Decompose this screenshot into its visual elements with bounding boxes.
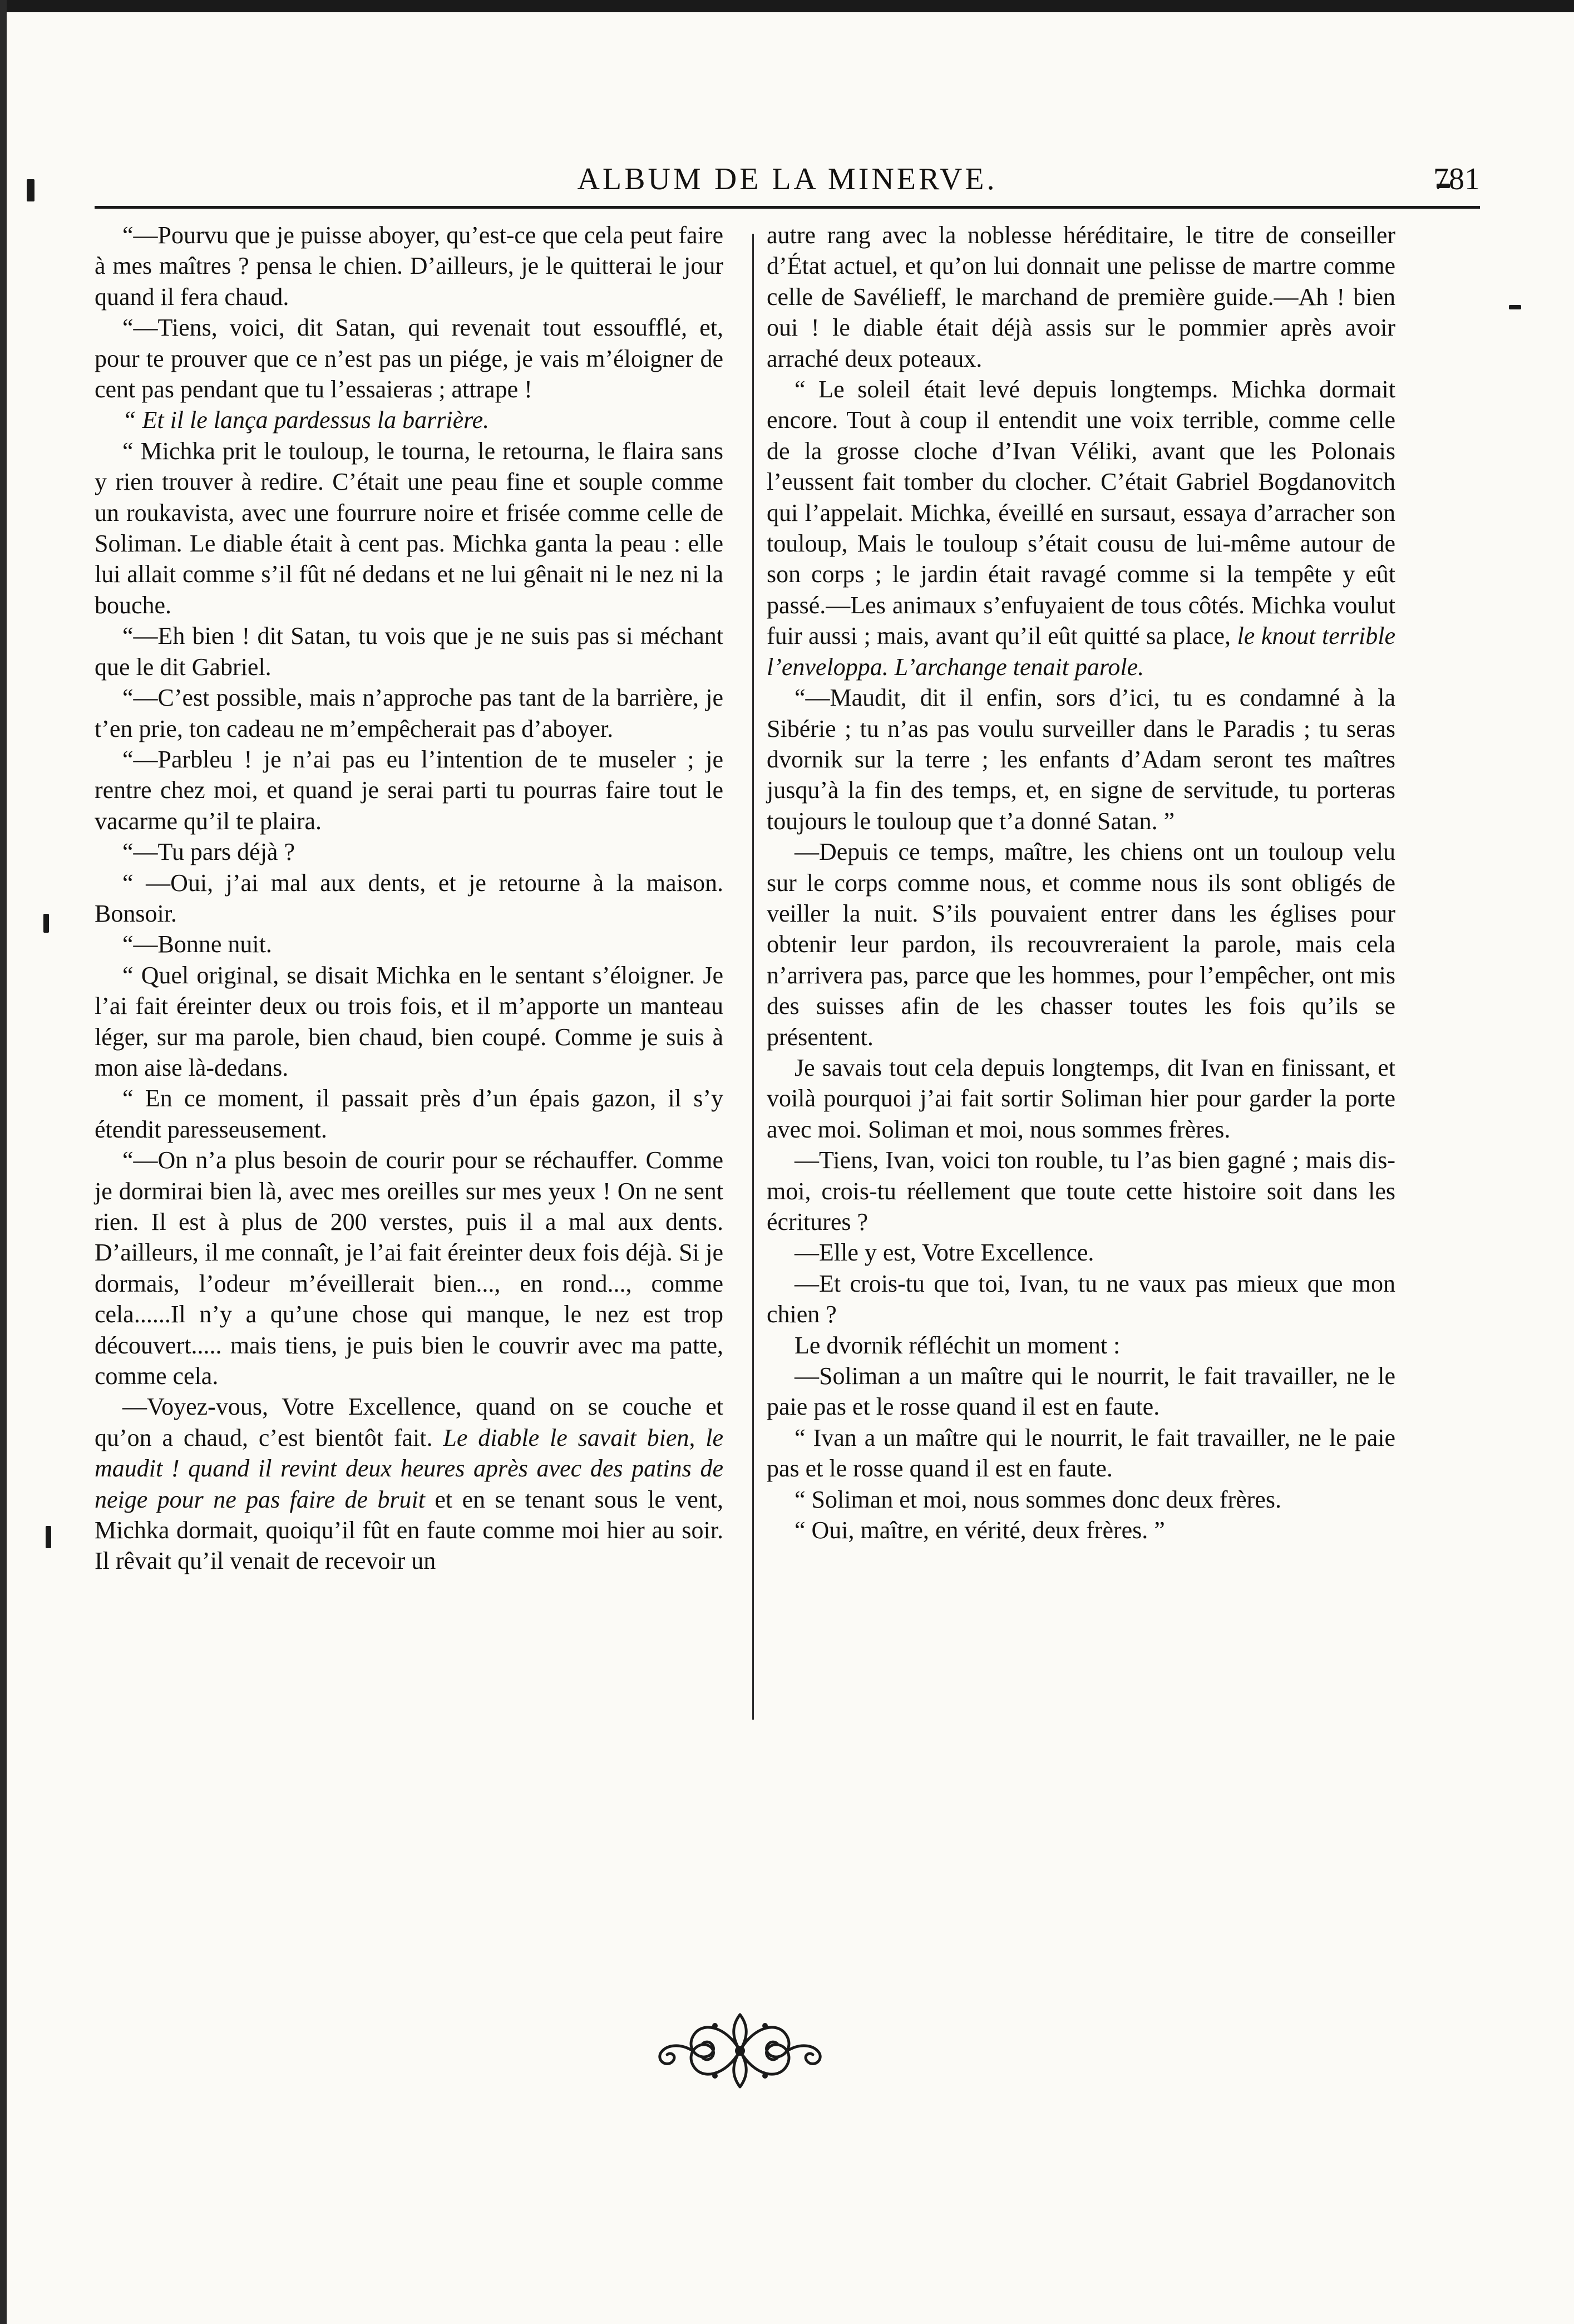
paragraph: —Depuis ce temps, maître, les chiens ont un touloup velu sur le corps comme nous, et comme nous ils sont obligés de veiller la nuit. S’ils pouvaient entrer dans les églises pour obtenir leur pardon, ils recouvreraient la parole, mais cela n’arrivera pas, parce que les hommes, pour l’empêcher, ont mis des suisses afin de les chasser toutes les fois qu’ils se présentent. <box>767 838 1395 1051</box>
paragraph <box>767 374 1395 682</box>
paragraph: “—On n’a plus besoin de courir pour se réchauffer. Comme je dormirai bien là, avec mes oreilles sur mes yeux ! On ne sent rien. Il est à plus de 200 verstes, puis il a mal aux dents. D’ailleurs, il me connaît, je l’ai fait éreinter deux fois déjà. Si je dormais, l’odeur m’éveillerait bien..., en rond..., comme cela......Il n’y a qu’une chose qui manque, le nez est trop découvert..... mais tiens, je puis bien le couvrir avec ma patte, comme cela. <box>95 1146 723 1390</box>
paragraph: “ Michka prit le touloup, le tourna, le retourna, le flaira sans y rien trouver à redire. C’était une peau fine et souple comme un roukavista, avec une fourrure noire et frisée comme celle de Soliman. Le diable était à cent pas. Michka ganta la peau : elle lui allait comme s’il fût né dedans et ne lui gênait ni le nez ni la bouche. <box>95 437 723 619</box>
paragraph: Le dvornik réfléchit un moment : <box>795 1331 1121 1359</box>
paragraph: —Et crois-tu que toi, Ivan, tu ne vaux pas mieux que mon chien ? <box>767 1269 1395 1328</box>
ornamental-vignette <box>648 2003 832 2098</box>
paragraph: “—Bonne nuit. <box>122 930 272 958</box>
paragraph: “ Ivan a un maître qui le nourrit, le fait travailler, ne le paie pas et le rosse quand il est en faute. <box>767 1424 1395 1483</box>
italic-run: Le diable le savait bien, le maudit ! quand il revint deux heures après avec des patins de neige pour ne pas faire de bruit <box>95 1424 724 1513</box>
margin-speck <box>27 179 34 201</box>
paragraph: —Elle y est, Votre Excellence. <box>795 1239 1094 1267</box>
paragraph: “—Eh bien ! dit Satan, tu vois que je ne suis pas si méchant que le dit Gabriel. <box>95 622 723 681</box>
right-column <box>767 220 1395 1545</box>
italic-run: le knout terrible l’enveloppa. L’archange tenait parole. <box>767 622 1396 681</box>
page-top-edge <box>0 0 1574 12</box>
text-run: —Voyez-vous, Votre Excellence, quand on se couche et qu’on a chaud, c’est bientôt fait. <box>95 1393 723 1451</box>
page-title: ALBUM DE LA MINERVE. <box>577 162 998 196</box>
header-rule <box>95 206 1480 209</box>
left-column <box>95 220 723 1577</box>
page-left-edge <box>0 0 7 2324</box>
paragraph: “ Quel original, se disait Michka en le sentant s’éloigner. Je l’ai fait éreinter deux ou trois fois, et il m’apporte un manteau léger, sur ma parole, bien chaud, bien coupé. Comme je suis à mon aise là-dedans. <box>95 961 723 1081</box>
paragraph <box>95 1391 723 1576</box>
margin-speck <box>1509 305 1521 309</box>
paragraph: “—C’est possible, mais n’approche pas tant de la barrière, je t’en prie, ton cadeau ne m’empêcherait pas d’aboyer. <box>95 684 723 742</box>
margin-speck <box>46 1526 51 1548</box>
paragraph: “ Et il le lança pardessus la barrière. <box>122 406 490 434</box>
text-run: “ Le soleil était levé depuis longtemps. Michka dormait encore. Tout à coup il entendit une voix terrible, comme celle de la grosse cloche d’Ivan Véliki, avant que les Polonais l’eussent fait tomber du clocher. C’était Gabriel Bogdanovitch qui l’appelait. Michka, éveillé en sursaut, essaya d’arracher son touloup, Mais le touloup s’était cousu de lui-même autour de son corps ; le jardin était ravagé comme si la tempête y eût passé.—Les animaux s’enfuyaient de tous côtés. Michka voulut fuir aussi ; mais, avant qu’il eût quitté sa place, <box>767 376 1395 650</box>
paragraph: —Tiens, Ivan, voici ton rouble, tu l’as bien gagné ; mais dis-moi, crois-tu réellement que toute cette histoire soit dans les écritures ? <box>767 1146 1395 1235</box>
paragraph: “ Oui, maître, en vérité, deux frères. ” <box>795 1516 1165 1544</box>
paragraph: “—Pourvu que je puisse aboyer, qu’est-ce que cela peut faire à mes maîtres ? pensa le chien. D’ailleurs, je le quitterai le jour quand il fera chaud. <box>95 221 723 311</box>
paragraph: “ Soliman et moi, nous sommes donc deux frères. <box>795 1485 1281 1513</box>
column-divider <box>752 234 754 1720</box>
page-number: 781 <box>1433 162 1480 196</box>
paragraph: Je savais tout cela depuis longtemps, dit Ivan en finissant, et voilà pourquoi j’ai fait sortir Soliman hier pour garder la porte avec moi. Soliman et moi, nous sommes frères. <box>767 1053 1395 1143</box>
paragraph: “—Tiens, voici, dit Satan, qui revenait tout essoufflé, et, pour te prouver que ce n’est pas un piége, je vais m’éloigner de cent pas pendant que tu l’essaieras ; attrape ! <box>95 314 723 403</box>
running-head <box>95 161 1480 206</box>
text-run: et en se tenant sous le vent, Michka dormait, quoiqu’il fût en faute comme moi hier au soir. Il rêvait qu’il venait de recevoir un <box>95 1485 723 1575</box>
paragraph: “—Parbleu ! je n’ai pas eu l’intention de te museler ; je rentre chez moi, et quand je serai parti tu pourras faire tout le vacarme qu’il te plaira. <box>95 745 723 835</box>
paragraph: “—Tu pars déjà ? <box>122 838 295 866</box>
paragraph: autre rang avec la noblesse héréditaire, le titre de conseiller d’État actuel, et qu’on lui donnait une pelisse de martre comme celle de Savélieff, le marchand de première guide.—Ah ! bien oui ! le diable était déjà assis sur le pommier après avoir arraché deux poteaux. <box>767 221 1395 372</box>
paragraph: —Soliman a un maître qui le nourrit, le fait travailler, ne le paie pas et le rosse quand il est en faute. <box>767 1362 1395 1421</box>
paragraph: “—Maudit, dit il enfin, sors d’ici, tu es condamné à la Sibérie ; tu n’as pas voulu surveiller dans le Paradis ; tu seras dvornik sur la terre ; les enfants d’Adam seront tes maîtres jusqu’à la fin des temps, et, en signe de servitude, tu porteras toujours le touloup que t’a donné Satan. ” <box>767 684 1395 835</box>
margin-speck <box>43 914 49 933</box>
paragraph: “ —Oui, j’ai mal aux dents, et je retourne à la maison. Bonsoir. <box>95 869 723 927</box>
paragraph: “ En ce moment, il passait près d’un épais gazon, il s’y étendit paresseusement. <box>95 1085 723 1143</box>
